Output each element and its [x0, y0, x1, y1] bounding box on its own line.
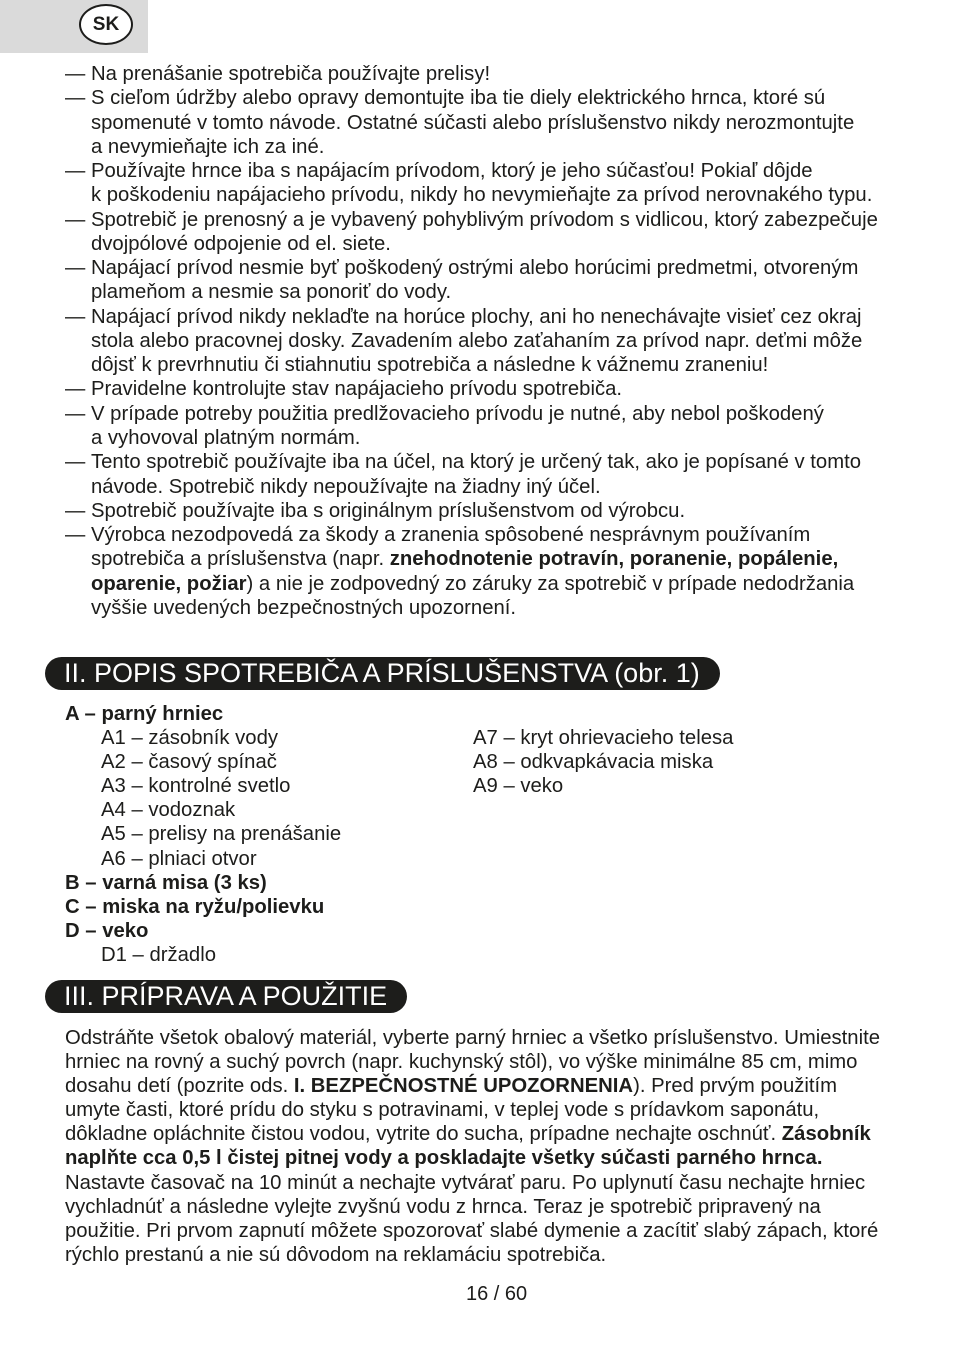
bold-text: I. BEZPEČNOSTNÉ UPOZORNENIA [293, 1075, 634, 1098]
bullet-dash: — [65, 402, 86, 425]
bullet-dash: — [65, 208, 86, 231]
bullet-dash: — [65, 160, 86, 183]
text-line: spomenuté v tomto návode. Ostatné súčasti alebo príslušenstvo nikdy nerozmontujte [91, 111, 855, 134]
safety-notice-item [65, 523, 878, 620]
bullet-dash: — [65, 63, 86, 85]
bold-text: znehodnotenie potravín, poranenie, popálenie, [389, 548, 839, 571]
part-group-title: C – miska na ryžu/polievku [65, 895, 325, 918]
safety-notice-item [65, 377, 878, 401]
page-number: 16 / 60 [466, 1283, 528, 1305]
safety-notice-item [65, 256, 878, 305]
text-line: vychladnúť a následne vylejte zvyšnú vodu z hrnca. Teraz je spotrebič pripravený na [65, 1195, 821, 1218]
text-line [65, 1074, 880, 1098]
safety-notice-item [65, 402, 878, 451]
parts-list [65, 702, 734, 967]
safety-notice-item [65, 159, 878, 208]
text-line: Tento spotrebič používajte iba na účel, na ktorý je určený tak, ako je popísané v tomto [91, 451, 862, 474]
text-line: k poškodeniu napájacieho prívodu, nikdy ho nevymieňajte za prívod nerovnakého typu. [91, 184, 873, 207]
part-item: A9 – veko [473, 775, 564, 798]
part-group-title: D – veko [65, 919, 149, 942]
bullet-dash: — [65, 257, 86, 280]
bullet-dash: — [65, 499, 86, 522]
text-line [91, 547, 878, 571]
part-subitems-column-right [473, 726, 733, 798]
language-badge: SK [79, 4, 133, 45]
part-subitems-column-left [65, 726, 341, 871]
part-item: A6 – plniaci otvor [101, 847, 257, 870]
text-line: návode. Spotrebič nikdy nepoužívajte na žiadny iný účel. [91, 475, 601, 498]
bold-text: naplňte cca 0,5 l čistej pitnej vody a poskladajte všetky súčasti parného hrnca. [65, 1147, 823, 1170]
bullet-dash: — [65, 451, 86, 474]
text-line: Používajte hrnce iba s napájacím prívodom, ktorý je jeho súčasťou! Pokiaľ dôjde [91, 160, 813, 183]
text-line: umyte časti, ktoré prídu do styku s potravinami, v teplej vode s prídavkom saponátu, [65, 1099, 820, 1122]
section-heading-preparation: III. PRÍPRAVA A POUŽITIE [45, 980, 407, 1013]
text-run: dôkladne opláchnite čistou vodou, vytrite do sucha, prípadne nechajte oschnúť. [65, 1123, 782, 1146]
bullet-dash: — [65, 87, 86, 110]
text-line: hrniec na rovný a suchý povrch (napr. kuchynský stôl), vo výške minimálne 85 cm, mimo [65, 1051, 858, 1074]
text-line: Výrobca nezodpovedá za škody a zranenia spôsobené nesprávnym používaním [91, 524, 811, 547]
part-group-title: A – parný hrniec [65, 703, 224, 725]
text-line: dvojpólové odpojenie od el. siete. [91, 232, 391, 255]
text-run: dosahu detí (pozrite ods. [65, 1075, 294, 1098]
text-run: ) a nie je zodpovedný zo záruky za spotrebič v prípade nedodržania [246, 572, 855, 595]
text-line: dôjsť k prevrhnutiu či stiahnutiu spotrebiča a následne k vážnemu zraneniu! [91, 354, 769, 377]
text-line: Spotrebič používajte iba s originálnym príslušenstvom od výrobcu. [91, 499, 686, 522]
text-line [65, 1146, 880, 1170]
text-line: vyššie uvedených bezpečnostných upozornení. [91, 596, 517, 619]
part-item: A7 – kryt ohrievacieho telesa [473, 727, 734, 750]
text-line: stola alebo pracovnej dosky. Zavadením alebo zaťahaním za prívod napr. deťmi môže [91, 329, 863, 352]
safety-notice-item [65, 62, 878, 86]
part-item: A8 – odkvapkávacia miska [473, 751, 714, 774]
bold-text: Zásobník [781, 1123, 871, 1146]
text-line: použitie. Pri prvom zapnutí môžete spozorovať slabé dymenie a zacítiť slabý zápach, ktoré [65, 1219, 879, 1242]
part-item: A3 – kontrolné svetlo [101, 775, 291, 798]
safety-notice-list [65, 62, 878, 620]
safety-notice-item [65, 499, 878, 523]
text-line: a nevymieňajte ich za iné. [91, 135, 325, 158]
bold-text: oparenie, požiar [91, 572, 247, 595]
section-heading-description: II. POPIS SPOTREBIČA A PRÍSLUŠENSTVA (obr. 1) [45, 657, 720, 690]
text-line: a vyhovoval platným normám. [91, 426, 361, 449]
text-line: Pravidelne kontrolujte stav napájacieho prívodu spotrebiča. [91, 378, 623, 401]
part-group-title: B – varná misa (3 ks) [65, 871, 267, 894]
text-line: rýchlo prestanú a nie sú dôvodom na reklamáciu spotrebiča. [65, 1243, 607, 1266]
safety-notice-item [65, 86, 878, 159]
language-tab [0, 0, 148, 53]
text-line: Spotrebič je prenosný a je vybavený pohyblivým prívodom s vidlicou, ktorý zabezpečuje [91, 208, 878, 231]
text-line [65, 1122, 880, 1146]
part-item: A5 – prelisy na prenášanie [101, 823, 342, 846]
bullet-dash: — [65, 378, 86, 401]
part-item: A2 – časový spínač [101, 751, 277, 774]
part-item: A1 – zásobník vody [101, 727, 279, 750]
text-line: V prípade potreby použitia predlžovacieho prívodu je nutné, aby nebol poškodený [91, 402, 824, 425]
text-line: S cieľom údržby alebo opravy demontujte iba tie diely elektrického hrnca, ktoré sú [91, 87, 826, 110]
text-line: Napájací prívod nikdy neklaďte na horúce plochy, ani ho nenechávajte visieť cez okraj [91, 305, 862, 328]
bullet-dash: — [65, 305, 86, 328]
safety-notice-item [65, 450, 878, 499]
text-line: Nastavte časovač na 10 minút a nechajte vytvárať paru. Po uplynutí času nechajte hrniec [65, 1171, 866, 1194]
text-line: Odstráňte všetok obalový materiál, vyberte parný hrniec a všetko príslušenstvo. Umiestnite [65, 1027, 880, 1049]
text-line: plameňom a nesmie sa ponoriť do vody. [91, 281, 452, 304]
text-line [91, 572, 878, 596]
text-run: spotrebiča a príslušenstva (napr. [91, 548, 390, 571]
part-subitems [65, 726, 734, 871]
text-line: Napájací prívod nesmie byť poškodený ostrými alebo horúcimi predmetmi, otvoreným [91, 257, 859, 280]
text-line: Na prenášanie spotrebiča používajte prelisy! [91, 63, 491, 85]
part-item: A4 – vodoznak [101, 799, 236, 822]
text-run: ). Pred prvým použitím [633, 1075, 838, 1098]
part-item: D1 – držadlo [101, 943, 216, 966]
preparation-paragraph [65, 1026, 880, 1267]
safety-notice-item [65, 305, 878, 378]
safety-notice-item [65, 208, 878, 257]
bullet-dash: — [65, 524, 86, 547]
